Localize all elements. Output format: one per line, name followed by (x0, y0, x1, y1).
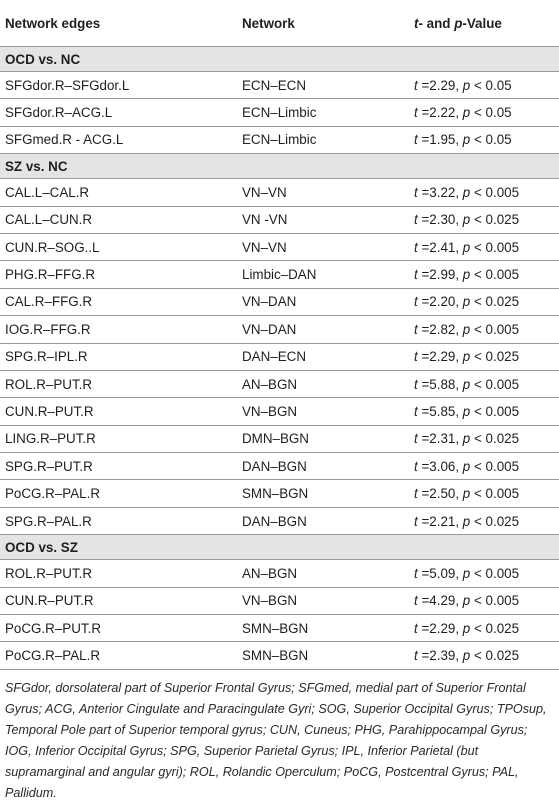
network-edge-cell: SFGmed.R - ACG.L (0, 126, 240, 153)
t-value: 4.29 (429, 593, 456, 609)
p-threshold: < 0.005 (473, 376, 520, 392)
network-edge-cell: PoCG.R–PAL.R (0, 480, 240, 507)
t-p-value-cell (412, 425, 559, 452)
p-threshold: < 0.005 (473, 593, 520, 609)
network-edge-cell: SFGdor.R–ACG.L (0, 99, 240, 126)
separator: , (455, 458, 463, 474)
p-symbol: p (462, 294, 471, 310)
table-row (0, 179, 559, 206)
table-row (0, 642, 559, 669)
separator: , (455, 294, 463, 310)
network-edge-cell: CAL.L–CUN.R (0, 206, 240, 233)
table-row (0, 343, 559, 370)
table-row (0, 587, 559, 614)
table-row (0, 370, 559, 397)
t-p-value-cell (412, 398, 559, 425)
separator: , (455, 105, 463, 121)
separator: , (455, 77, 463, 93)
separator: , (455, 431, 463, 447)
p-symbol: p (462, 267, 471, 283)
network-cell: VN–DAN (240, 288, 412, 315)
t-value: 2.99 (429, 267, 456, 283)
table-footnote: SFGdor, dorsolateral part of Superior Frontal Gyrus; SFGmed, medial part of Superior Frontal Gyrus; ACG, Anterior Cingulate and Paracingulate Gyri; SOG, Superior Occipital Gyrus; TPOsup, Temporal Pole part of Superior temporal gyrus; CUN, Cuneus; PHG, Parahippocampal Gyrus; IOG, Inferior Occipital Gyrus; SPG, Superior Parietal Gyrus; IPL, Inferior Parietal (but supramarginal and angular gyri); ROL, Rolandic Operculum; PoCG, Postcentral Gyrus; PAL, Pallidum. (5, 680, 547, 800)
equals-sign: = (417, 458, 430, 474)
separator: , (455, 486, 463, 502)
network-edge-cell: PHG.R–FFG.R (0, 261, 240, 288)
p-symbol: p (462, 648, 471, 664)
t-symbol: t (414, 212, 418, 228)
p-symbol: p (462, 239, 471, 255)
p-symbol: p (462, 77, 471, 93)
network-cell: VN -VN (240, 206, 412, 233)
table-row (0, 453, 559, 480)
equals-sign: = (417, 267, 430, 283)
p-threshold: < 0.025 (473, 294, 520, 310)
network-edge-cell: SFGdor.R–SFGdor.L (0, 72, 240, 99)
t-symbol: t (414, 486, 418, 502)
equals-sign: = (417, 349, 430, 365)
t-value: 2.21 (429, 513, 456, 529)
equals-sign: = (417, 513, 430, 529)
t-value: 2.29 (429, 620, 456, 636)
network-cell: DAN–BGN (240, 507, 412, 534)
t-p-value-cell (412, 316, 559, 343)
p-threshold: < 0.025 (473, 349, 520, 365)
t-symbol: t (414, 458, 418, 474)
network-edge-cell: LING.R–PUT.R (0, 425, 240, 452)
network-edge-cell: CAL.R–FFG.R (0, 288, 240, 315)
separator: , (455, 648, 463, 664)
equals-sign: = (417, 77, 430, 93)
t-p-value-cell (412, 99, 559, 126)
t-value: 3.06 (429, 458, 456, 474)
p-threshold: < 0.025 (473, 513, 520, 529)
header-row (0, 0, 559, 47)
separator: , (455, 321, 463, 337)
network-cell: AN–BGN (240, 370, 412, 397)
network-edge-cell: SPG.R–PUT.R (0, 453, 240, 480)
p-threshold: < 0.005 (473, 267, 520, 283)
p-symbol: p (462, 321, 471, 337)
separator: , (455, 620, 463, 636)
table-row (0, 126, 559, 153)
equals-sign: = (417, 132, 430, 148)
t-p-value-cell (412, 126, 559, 153)
t-p-value-cell (412, 560, 559, 587)
p-symbol: p (462, 620, 471, 636)
t-symbol: t (414, 239, 418, 255)
t-p-value-cell (412, 642, 559, 669)
t-symbol: t (414, 403, 418, 419)
p-symbol: p (462, 132, 471, 148)
t-p-value-cell (412, 587, 559, 614)
section-header-row (0, 535, 559, 560)
network-cell: VN–VN (240, 233, 412, 260)
table-row (0, 261, 559, 288)
t-p-value-cell (412, 343, 559, 370)
separator: , (455, 349, 463, 365)
p-symbol: p (462, 184, 471, 200)
section-title: OCD vs. NC (0, 47, 559, 72)
table-row (0, 398, 559, 425)
equals-sign: = (417, 486, 430, 502)
p-threshold: < 0.005 (473, 486, 520, 502)
network-cell: Limbic–DAN (240, 261, 412, 288)
table-row (0, 480, 559, 507)
separator: , (455, 376, 463, 392)
network-cell: VN–DAN (240, 316, 412, 343)
t-symbol: t (414, 620, 418, 636)
p-threshold: < 0.025 (473, 648, 520, 664)
section-header-row (0, 154, 559, 179)
p-threshold: < 0.005 (473, 184, 520, 200)
equals-sign: = (417, 431, 430, 447)
network-cell: SMN–BGN (240, 480, 412, 507)
p-symbol: p (462, 212, 471, 228)
network-cell: ECN–Limbic (240, 99, 412, 126)
separator: , (455, 212, 463, 228)
t-symbol: t (414, 565, 418, 581)
t-p-value-cell (412, 453, 559, 480)
p-symbol: p (462, 565, 471, 581)
table-row (0, 560, 559, 587)
p-threshold: < 0.05 (473, 105, 512, 121)
t-p-value-cell (412, 507, 559, 534)
t-p-value-cell (412, 480, 559, 507)
network-cell: VN–VN (240, 179, 412, 206)
p-symbol: p (462, 486, 471, 502)
p-threshold: < 0.05 (473, 77, 512, 93)
network-cell: VN–BGN (240, 587, 412, 614)
equals-sign: = (417, 376, 430, 392)
header-network: Network (240, 0, 412, 47)
header-network-edges: Network edges (0, 0, 240, 47)
equals-sign: = (417, 184, 430, 200)
separator: , (455, 184, 463, 200)
network-edge-cell: CUN.R–PUT.R (0, 398, 240, 425)
equals-sign: = (417, 212, 430, 228)
t-symbol: t (414, 294, 418, 310)
t-p-value-cell (412, 370, 559, 397)
network-edge-cell: CUN.R–SOG..L (0, 233, 240, 260)
t-p-value-cell (412, 615, 559, 642)
separator: , (455, 267, 463, 283)
table-row (0, 206, 559, 233)
t-symbol: t (414, 648, 418, 664)
t-value: 2.50 (429, 486, 456, 502)
p-symbol: p (462, 105, 471, 121)
network-edge-cell: ROL.R–PUT.R (0, 370, 240, 397)
t-p-value-cell (412, 233, 559, 260)
network-edge-cell: PoCG.R–PAL.R (0, 642, 240, 669)
t-value: 3.22 (429, 184, 456, 200)
t-symbol: t (414, 431, 418, 447)
separator: , (455, 513, 463, 529)
t-symbol: t (414, 349, 418, 365)
network-cell: DAN–ECN (240, 343, 412, 370)
t-p-value-cell (412, 206, 559, 233)
p-symbol: p (462, 593, 471, 609)
table-row (0, 99, 559, 126)
t-value: 5.09 (429, 565, 456, 581)
t-symbol: t (414, 105, 418, 121)
network-cell: AN–BGN (240, 560, 412, 587)
table-row (0, 288, 559, 315)
equals-sign: = (417, 294, 430, 310)
p-symbol: p (462, 513, 471, 529)
p-threshold: < 0.005 (473, 565, 520, 581)
t-p-value-cell (412, 261, 559, 288)
network-cell: ECN–ECN (240, 72, 412, 99)
section-title: OCD vs. SZ (0, 535, 559, 560)
separator: , (455, 132, 463, 148)
t-symbol: t (414, 321, 418, 337)
t-value: 2.30 (429, 212, 456, 228)
t-value: 2.31 (429, 431, 456, 447)
equals-sign: = (417, 648, 430, 664)
t-value: 2.22 (429, 105, 456, 121)
t-value: 2.82 (429, 321, 456, 337)
t-symbol: t (414, 132, 418, 148)
network-edge-cell: SPG.R–PAL.R (0, 507, 240, 534)
table-row (0, 615, 559, 642)
p-threshold: < 0.005 (473, 403, 520, 419)
header-t-p-value: t- and p-Value (412, 0, 559, 47)
t-p-value-cell (412, 288, 559, 315)
table-row (0, 233, 559, 260)
p-threshold: < 0.005 (473, 321, 520, 337)
table-row (0, 507, 559, 534)
section-title: SZ vs. NC (0, 154, 559, 179)
t-value: 5.88 (429, 376, 456, 392)
t-p-value-cell (412, 72, 559, 99)
network-edge-cell: PoCG.R–PUT.R (0, 615, 240, 642)
p-symbol: p (462, 349, 471, 365)
p-symbol: p (462, 403, 471, 419)
network-edge-cell: ROL.R–PUT.R (0, 560, 240, 587)
equals-sign: = (417, 321, 430, 337)
p-symbol: p (462, 431, 471, 447)
separator: , (455, 565, 463, 581)
equals-sign: = (417, 403, 430, 419)
table-header (0, 0, 559, 47)
p-threshold: < 0.025 (473, 620, 520, 636)
equals-sign: = (417, 105, 430, 121)
network-edge-cell: IOG.R–FFG.R (0, 316, 240, 343)
t-symbol: t (414, 184, 418, 200)
t-p-value-cell (412, 179, 559, 206)
separator: , (455, 403, 463, 419)
t-value: 2.20 (429, 294, 456, 310)
section-header-row (0, 47, 559, 72)
p-threshold: < 0.025 (473, 431, 520, 447)
separator: , (455, 593, 463, 609)
p-threshold: < 0.025 (473, 212, 520, 228)
t-value: 2.41 (429, 239, 456, 255)
t-value: 2.29 (429, 349, 456, 365)
separator: , (455, 239, 463, 255)
t-value: 5.85 (429, 403, 456, 419)
p-threshold: < 0.005 (473, 458, 520, 474)
network-cell: SMN–BGN (240, 642, 412, 669)
t-value: 2.39 (429, 648, 456, 664)
table-row (0, 316, 559, 343)
network-cell: ECN–Limbic (240, 126, 412, 153)
network-cell: VN–BGN (240, 398, 412, 425)
equals-sign: = (417, 620, 430, 636)
t-value: 2.29 (429, 77, 456, 93)
equals-sign: = (417, 593, 430, 609)
t-symbol: t (414, 267, 418, 283)
table-row (0, 72, 559, 99)
t-value: 1.95 (429, 132, 456, 148)
p-symbol: p (462, 458, 471, 474)
network-cell: SMN–BGN (240, 615, 412, 642)
p-symbol: p (462, 376, 471, 392)
table-row (0, 425, 559, 452)
equals-sign: = (417, 565, 430, 581)
t-symbol: t (414, 77, 418, 93)
network-cell: DAN–BGN (240, 453, 412, 480)
network-edge-cell: CUN.R–PUT.R (0, 587, 240, 614)
network-edge-cell: SPG.R–IPL.R (0, 343, 240, 370)
network-edge-cell: CAL.L–CAL.R (0, 179, 240, 206)
network-cell: DMN–BGN (240, 425, 412, 452)
t-symbol: t (414, 376, 418, 392)
equals-sign: = (417, 239, 430, 255)
t-symbol: t (414, 513, 418, 529)
p-threshold: < 0.005 (473, 239, 520, 255)
t-symbol: t (414, 593, 418, 609)
p-threshold: < 0.05 (473, 132, 512, 148)
table-body (0, 47, 559, 670)
